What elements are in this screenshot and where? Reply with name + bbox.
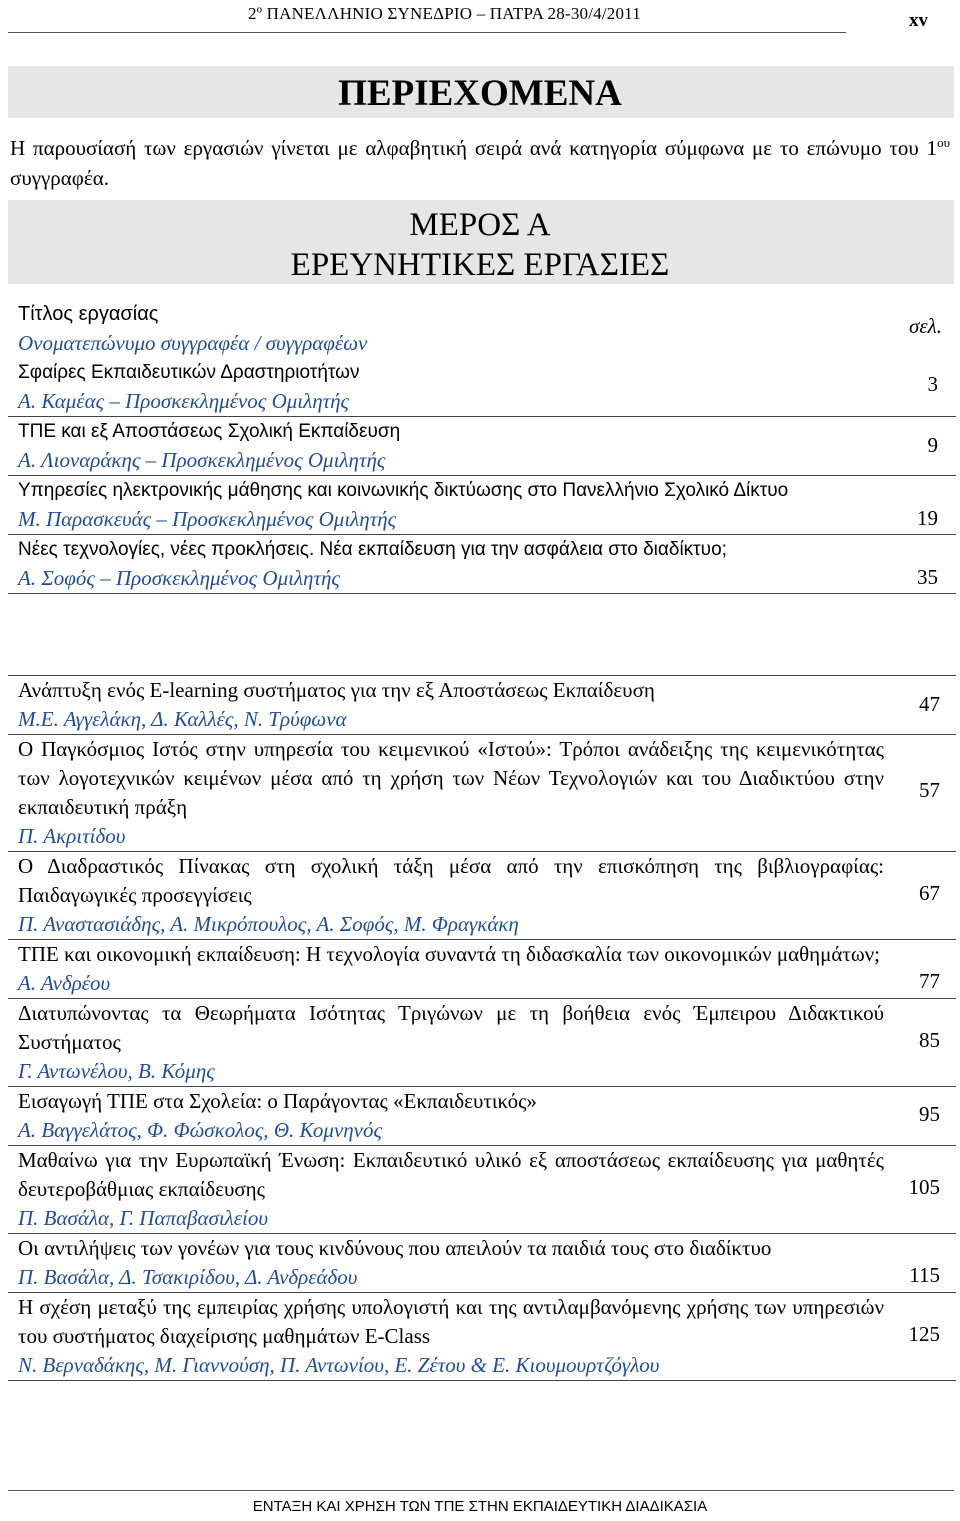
entry-title: ΤΠΕ και εξ Αποστάσεως Σχολική Εκπαίδευση (18, 421, 401, 442)
author-column-label: Ονοματεπώνυμο συγγραφέα / συγγραφέων (18, 331, 368, 355)
entry-page: 95 (919, 1102, 940, 1126)
intro-superscript: ου (937, 135, 950, 150)
part-subtitle: ΕΡΕΥΝΗΤΙΚΕΣ ΕΡΓΑΣΙΕΣ (290, 247, 670, 283)
footer-rule (8, 1490, 954, 1491)
entry-authors: Μ.Ε. Αγγελάκη, Δ. Καλλές, Ν. Τρύφωνα (18, 707, 347, 731)
intro-text-end: συγγραφέα. (10, 166, 109, 190)
entry-authors: Α. Σοφός – Προσκεκλημένος Ομιλητής (18, 566, 340, 590)
entry-title: Μαθαίνω για την Ευρωπαϊκή Ένωση: Εκπαιδευτικό υλικό εξ αποστάσεως εκπαίδευσης για μαθητές δευτεροβάθμιας εκπαίδευσης (18, 1148, 884, 1201)
entry-page: 77 (919, 969, 940, 993)
running-header (0, 0, 960, 40)
entry-page: 57 (919, 778, 940, 802)
entry-page: 35 (917, 565, 938, 589)
entry-authors: Α. Ανδρέου (18, 971, 111, 995)
column-headings (18, 300, 367, 358)
entry-page: 115 (909, 1263, 940, 1287)
toc-entry[interactable] (8, 535, 956, 594)
page-column-label: σελ. (909, 314, 942, 338)
toc-entry[interactable] (8, 999, 956, 1087)
entry-authors: Π. Βασάλα, Γ. Παπαβασιλείου (18, 1206, 269, 1230)
toc-entry[interactable] (8, 1234, 956, 1293)
toc-entry[interactable] (8, 940, 956, 999)
entry-title: Ανάπτυξη ενός E-learning συστήματος για την εξ Αποστάσεως Εκπαίδευση (18, 678, 655, 702)
entry-authors: Α. Καμέας – Προσκεκλημένος Ομιλητής (18, 389, 350, 413)
toc-entry[interactable] (8, 735, 956, 852)
entry-page: 105 (908, 1175, 940, 1199)
entry-authors: Π. Ακριτίδου (18, 824, 126, 848)
entry-page: 67 (919, 881, 940, 905)
entry-title: Οι αντιλήψεις των γονέων για τους κινδύνους που απειλούν τα παιδιά τους στο διαδίκτυο (18, 1236, 772, 1260)
toc-entry[interactable] (8, 1293, 956, 1381)
entry-authors: Π. Βασάλα, Δ. Τσακιρίδου, Δ. Ανδρεάδου (18, 1265, 358, 1289)
entry-page: 85 (919, 1028, 940, 1052)
page-title: ΠΕΡΙΕΧΟΜΕΝΑ (338, 73, 622, 114)
header-rule (8, 32, 846, 33)
part-title (0, 205, 960, 285)
toc-entry[interactable] (8, 676, 956, 735)
toc-entry[interactable] (8, 476, 956, 535)
entry-title: Σφαίρες Εκπαιδευτικών Δραστηριοτήτων (18, 362, 360, 383)
toc-entry[interactable] (8, 417, 956, 476)
entry-title: ΤΠΕ και οικονομική εκπαίδευση: Η τεχνολογία συναντά τη διδασκαλία των οικονομικών μαθημάτων; (18, 942, 880, 966)
entry-title: Ο Παγκόσμιος Ιστός στην υπηρεσία του κειμενικού «Ιστού»: Τρόποι ανάδειξης της κειμενικότητας των λογοτεχνικών κειμένων μέσα από τη χρήση των Νέων Τεχνολογιών και του Διαδικτύου στην εκπαιδευτική πράξη (18, 737, 884, 819)
title-column-label: Τίτλος εργασίας (18, 303, 159, 325)
toc-entry[interactable] (8, 1087, 956, 1146)
entry-authors: Π. Αναστασιάδης, Α. Μικρόπουλος, Α. Σοφός, Μ. Φραγκάκη (18, 912, 519, 936)
entry-title: Υπηρεσίες ηλεκτρονικής μάθησης και κοινωνικής δικτύωσης στο Πανελλήνιο Σχολικό Δίκτυο (18, 480, 789, 501)
entry-page: 3 (927, 372, 938, 396)
entry-page: 47 (919, 692, 940, 716)
entry-title: Εισαγωγή ΤΠΕ στα Σχολεία: ο Παράγοντας «Εκπαιδευτικός» (18, 1089, 537, 1113)
intro-paragraph (10, 133, 950, 193)
intro-text: Η παρουσίασή των εργασιών γίνεται με αλφαβητική σειρά ανά κατηγορία σύμφωνα με το επώνυμο του 1 (10, 136, 938, 160)
conference-title: 2º ΠΑΝΕΛΛΗΝΙΟ ΣΥΝΕΔΡΙΟ – ΠΑΤΡΑ 28-30/4/2011 (248, 4, 641, 23)
toc-entry[interactable] (8, 358, 956, 417)
entry-authors: Μ. Παρασκευάς – Προσκεκλημένος Ομιλητής (18, 507, 397, 531)
page-number: xv (909, 10, 928, 31)
entry-authors: Γ. Αντωνέλου, Β. Κόμης (18, 1059, 215, 1083)
entry-title: Ο Διαδραστικός Πίνακας στη σχολική τάξη μέσα από την επισκόπηση της βιβλιογραφίας: Παιδαγωγικές προσεγγίσεις (18, 854, 884, 907)
entry-title: Διατυπώνοντας τα Θεωρήματα Ισότητας Τριγώνων με τη βοήθεια ενός Έμπειρου Διδακτικού Συστήματος (18, 1001, 884, 1054)
entry-page: 125 (908, 1322, 940, 1346)
running-footer: ΕΝΤΑΞΗ ΚΑΙ ΧΡΗΣΗ ΤΩΝ ΤΠΕ ΣΤΗΝ ΕΚΠΑΙΔΕΥΤΙΚΗ ΔΙΑΔΙΚΑΣΙΑ (252, 1498, 708, 1515)
entry-title: Η σχέση μεταξύ της εμπειρίας χρήσης υπολογιστή και της αντιλαμβανόμενης χρήσης των υπηρεσιών του συστήματος διαχείρισης μαθημάτων E-Class (18, 1295, 884, 1348)
part-label: ΜΕΡΟΣ Α (409, 207, 551, 243)
papers-list (8, 675, 956, 1381)
toc-entry[interactable] (8, 852, 956, 940)
entry-authors: Α. Λιοναράκης – Προσκεκλημένος Ομιλητής (18, 448, 386, 472)
entry-page: 19 (917, 506, 938, 530)
entry-authors: Ν. Βερναδάκης, Μ. Γιαννούση, Π. Αντωνίου, Ε. Ζέτου & Ε. Κιουμουρτζόγλου (18, 1353, 660, 1377)
invited-talks-list (8, 358, 956, 594)
entry-authors: Α. Βαγγελάτος, Φ. Φώσκολος, Θ. Κομνηνός (18, 1118, 383, 1142)
toc-entry[interactable] (8, 1146, 956, 1234)
entry-title: Νέες τεχνολογίες, νέες προκλήσεις. Νέα εκπαίδευση για την ασφάλεια στο διαδίκτυο; (18, 539, 727, 560)
entry-page: 9 (927, 433, 938, 457)
